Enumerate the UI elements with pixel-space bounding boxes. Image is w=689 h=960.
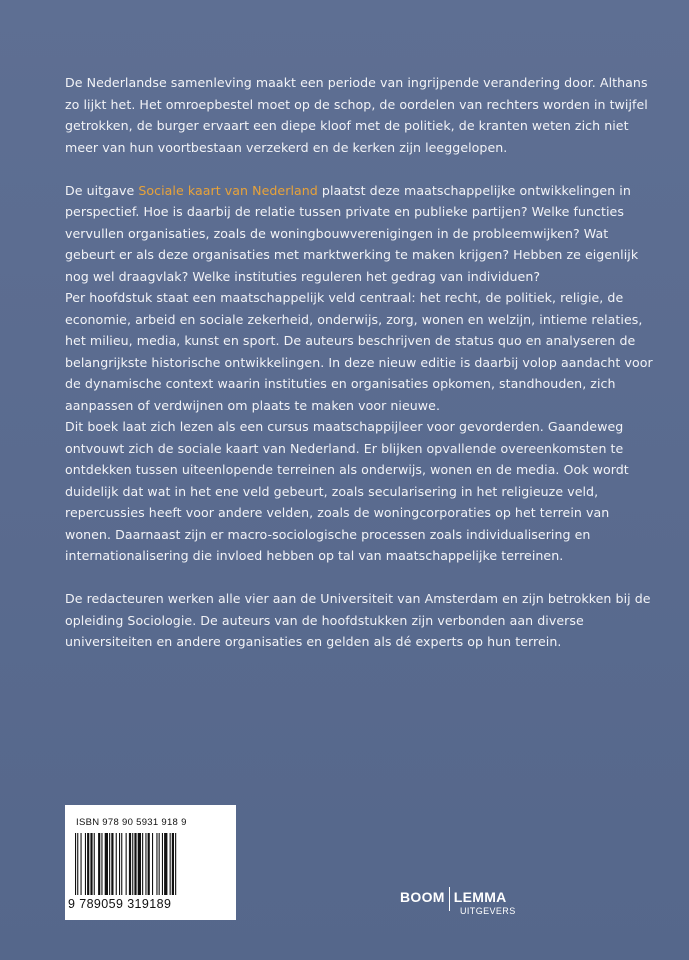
barcode-bar — [81, 833, 82, 895]
isbn-barcode — [65, 805, 236, 920]
barcode-bar — [156, 833, 157, 895]
barcode-bar — [162, 833, 163, 895]
barcode-bar — [142, 833, 143, 895]
barcode-bar — [121, 833, 122, 895]
publisher-name-left: BOOM — [400, 889, 445, 905]
paragraph-course: Dit boek laat zich lezen als een cursus maatschappijleer voor gevorderden. Gaandeweg ontvouwt zich de sociale kaart van Nederland. Er blijken opvallende overeenkomsten te ontdekken tussen uiteenlopende terreinen als onderwijs, wonen en de media. Ook wordt duidelijk dat wat in het ene veld gebeurt, zoals secularisering in het religieuze veld, repercussies heeft voor andere velden, zoals de woningcorporaties op het terrein van wonen. Daarnaast zijn er macro-sociologische processen zoals individualisering en internationalisering die invloed hebben op tal van maatschappelijke terreinen. — [65, 419, 629, 563]
barcode-bar — [105, 833, 108, 895]
paragraph-gap — [65, 567, 653, 589]
barcode-bar — [94, 833, 95, 895]
barcode-bar — [119, 833, 120, 895]
barcode-bar — [77, 833, 78, 895]
barcode-bar — [129, 833, 131, 895]
barcode-bar — [75, 833, 76, 895]
barcode-bar — [98, 833, 100, 895]
paragraph-questions — [65, 180, 653, 288]
barcode-bar — [116, 833, 117, 895]
barcode-bar — [172, 833, 174, 895]
paragraph-questions-lead: De uitgave — [65, 182, 139, 198]
paragraph-intro: De Nederlandse samenleving maakt een periode van ingrijpende verandering door. Althans zo lijkt het. Het omroepbestel moet op de schop, de oordelen van rechters worden in twijfel getrokken, de burger ervaart een diepe kloof met de politiek, de kranten weten zich niet meer van hun voortbestaan verzekerd en de kerken zijn leeggelopen. — [65, 75, 648, 155]
barcode-bars — [75, 833, 227, 895]
publisher-subtitle: UITGEVERS — [460, 906, 516, 916]
barcode-bar — [132, 833, 133, 895]
barcode-bar — [101, 833, 102, 895]
barcode-bar — [152, 833, 153, 895]
paragraph-questions-body: plaatst deze maatschappelijke ontwikkelingen in perspectief. Hoe is daarbij de relatie tussen private en publieke partijen? Welke functies vervullen organisaties, zoals de woningbouwverenigingen in de probleemwijken? Wat gebeurt er als deze organisaties met marktwerking te maken krijgen? Hebben ze eigenlijk nog wel draagvlak? Welke instituties reguleren het gedrag van individuen? — [65, 182, 639, 284]
barcode-bar — [170, 833, 171, 895]
barcode-bar — [111, 833, 113, 895]
barcode-bar — [145, 833, 146, 895]
isbn-label: ISBN 978 90 5931 918 9 — [76, 817, 187, 828]
paragraph-gap — [65, 158, 653, 180]
publisher-name-right: LEMMA — [453, 889, 507, 905]
barcode-digits: 9 789059 319189 — [68, 897, 172, 911]
barcode-bar — [148, 833, 150, 895]
paragraph-editors: De redacteuren werken alle vier aan de Universiteit van Amsterdam en zijn betrokken bij de opleiding Sociologie. De auteurs van de hoofdstukken zijn verbonden aan diverse universiteiten en andere organisaties en gelden als dé experts op hun terrein. — [65, 591, 651, 649]
logo-divider — [449, 887, 450, 911]
barcode-bar — [90, 833, 92, 895]
publisher-logo — [400, 889, 516, 916]
barcode-bar — [164, 833, 167, 895]
back-cover-text — [65, 72, 653, 653]
barcode-bar — [109, 833, 110, 895]
paragraph-chapters: Per hoofdstuk staat een maatschappelijk veld centraal: het recht, de politiek, religie, de economie, arbeid en sociale zekerheid, onderwijs, zorg, wonen en welzijn, intieme relaties, het milieu, media, kunst en sport. De auteurs beschrijven de status quo en analyseren de belangrijkste historische ontwikkelingen. In deze nieuw editie is daarbij volop aandacht voor de dynamische context waarin instituties en organisaties opkomen, standhouden, zich aanpassen of verdwijnen om plaats te maken voor nieuwe. — [65, 290, 653, 413]
book-title-highlight: Sociale kaart van Nederland — [138, 182, 318, 198]
barcode-bar — [126, 833, 127, 895]
barcode-bar — [175, 833, 176, 895]
barcode-bar — [138, 833, 141, 895]
barcode-bar — [87, 833, 89, 895]
barcode-bar — [159, 833, 160, 895]
barcode-bar — [134, 833, 136, 895]
barcode-bar — [85, 833, 86, 895]
